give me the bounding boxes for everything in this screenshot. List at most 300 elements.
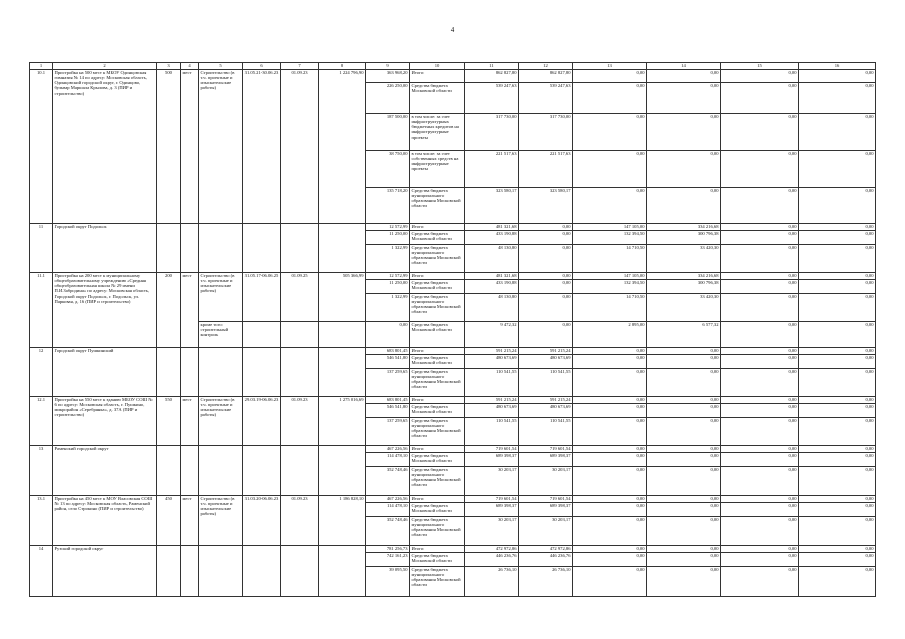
work-period-cell: [243, 348, 281, 397]
year-2023-cell: 446 236,76: [519, 553, 573, 567]
year-2025-cell: 0,00: [647, 114, 721, 151]
financed-before-cell: 38 750,00: [366, 151, 410, 188]
unit-cell: мест: [181, 397, 199, 446]
work-type-cell: [199, 446, 243, 496]
year-2025-cell: 0,00: [647, 418, 721, 446]
max-cost-cell: 1 224 796,90: [319, 70, 366, 224]
unit-cell: мест: [181, 496, 199, 546]
max-cost-cell: [319, 446, 366, 496]
year-2023-cell: 323 580,17: [519, 188, 573, 224]
financed-before-cell: 683 801,45: [366, 397, 410, 404]
funding-source-cell: Средства бюджета Московской области: [410, 231, 465, 245]
year-2026-cell: 0,00: [721, 517, 799, 546]
unit-cell: мест: [181, 273, 199, 348]
total-amount-cell: 110 541,55: [465, 369, 519, 397]
object-name-cell: Раменский городской округ: [53, 446, 157, 496]
total-amount-cell: 446 236,76: [465, 553, 519, 567]
year-2027-cell: 0,00: [799, 369, 876, 397]
total-amount-cell: 689 398,37: [465, 453, 519, 467]
year-2027-cell: 0,00: [799, 418, 876, 446]
year-2027-cell: 0,00: [799, 151, 876, 188]
year-2027-cell: 0,00: [799, 294, 876, 322]
header-cell: 6: [243, 63, 281, 70]
item-number-cell: 13.1: [30, 496, 53, 546]
max-cost-cell: 505 366,99: [319, 273, 366, 322]
financed-before-cell: 11 250,00: [366, 231, 410, 245]
year-2027-cell: 0,00: [799, 273, 876, 280]
funding-source-cell: Средства бюджета Московской области: [410, 503, 465, 517]
work-type-cell: [199, 546, 243, 597]
year-2025-cell: 334 216,68: [647, 224, 721, 231]
funding-source-cell: Итого:: [410, 273, 465, 280]
capacity-cell: [157, 224, 181, 273]
item-number-cell: 13: [30, 446, 53, 496]
max-cost-cell: [319, 322, 366, 348]
funding-source-cell: Средства бюджета Московской области: [410, 404, 465, 418]
financed-before-cell: 137 259,65: [366, 369, 410, 397]
year-2023-cell: 0,00: [519, 280, 573, 294]
max-cost-cell: [319, 348, 366, 397]
commission-date-cell: [281, 348, 319, 397]
total-amount-cell: 480 673,69: [465, 355, 519, 369]
year-2026-cell: 0,00: [721, 294, 799, 322]
year-2024-cell: 0,00: [573, 496, 647, 503]
year-2026-cell: 0,00: [721, 369, 799, 397]
year-2026-cell: 0,00: [721, 397, 799, 404]
work-type-cell: Строительство (в т.ч. проектные и изыскательские работы): [199, 397, 243, 446]
funding-source-cell: Средства бюджета Московской области: [410, 280, 465, 294]
year-2025-cell: 0,00: [647, 355, 721, 369]
year-2026-cell: 0,00: [721, 151, 799, 188]
header-cell: 1: [30, 63, 53, 70]
year-2025-cell: 0,00: [647, 546, 721, 553]
financed-before-cell: 781 256,73: [366, 546, 410, 553]
year-2027-cell: 0,00: [799, 245, 876, 273]
financed-before-cell: 352 748,46: [366, 517, 410, 546]
year-2025-cell: 0,00: [647, 467, 721, 496]
capacity-cell: [157, 546, 181, 597]
item-number-cell: 14: [30, 546, 53, 597]
funding-source-cell: Средства бюджета муниципального образования Московской области: [410, 369, 465, 397]
item-number-cell: 11: [30, 224, 53, 273]
total-amount-cell: 433 190,88: [465, 280, 519, 294]
year-2026-cell: 0,00: [721, 496, 799, 503]
work-period-cell: [243, 224, 281, 273]
year-2025-cell: 0,00: [647, 151, 721, 188]
year-2025-cell: 0,00: [647, 369, 721, 397]
year-2026-cell: 0,00: [721, 231, 799, 245]
year-2027-cell: 0,00: [799, 280, 876, 294]
year-2026-cell: 0,00: [721, 503, 799, 517]
year-2024-cell: 2 895,00: [573, 322, 647, 348]
year-2023-cell: 0,00: [519, 294, 573, 322]
work-type-cell: [199, 224, 243, 273]
year-2027-cell: 0,00: [799, 322, 876, 348]
year-2025-cell: 0,00: [647, 446, 721, 453]
year-2025-cell: 334 216,68: [647, 273, 721, 280]
year-2027-cell: 0,00: [799, 453, 876, 467]
total-amount-cell: 9 472,32: [465, 322, 519, 348]
year-2026-cell: 0,00: [721, 567, 799, 597]
financed-before-cell: 363 968,20: [366, 70, 410, 83]
financed-before-cell: 0,00: [366, 322, 410, 348]
year-2024-cell: 0,00: [573, 453, 647, 467]
year-2024-cell: 0,00: [573, 355, 647, 369]
year-2025-cell: 0,00: [647, 404, 721, 418]
year-2024-cell: 0,00: [573, 546, 647, 553]
total-amount-cell: 481 321,68: [465, 273, 519, 280]
funding-source-cell: Средства бюджета Московской области: [410, 83, 465, 114]
total-amount-cell: 26 736,10: [465, 567, 519, 597]
year-2026-cell: 0,00: [721, 546, 799, 553]
year-2024-cell: 0,00: [573, 369, 647, 397]
table-row: [30, 348, 876, 355]
year-2026-cell: 0,00: [721, 446, 799, 453]
year-2024-cell: 0,00: [573, 397, 647, 404]
year-2024-cell: 0,00: [573, 446, 647, 453]
year-2026-cell: 0,00: [721, 224, 799, 231]
funding-source-cell: Итого:: [410, 224, 465, 231]
total-amount-cell: 689 398,37: [465, 503, 519, 517]
year-2025-cell: 0,00: [647, 553, 721, 567]
header-cell: 3: [157, 63, 181, 70]
header-cell: 14: [647, 63, 721, 70]
max-cost-cell: 1 186 828,10: [319, 496, 366, 546]
year-2023-cell: 30 203,17: [519, 467, 573, 496]
financed-before-cell: 11 250,00: [366, 280, 410, 294]
total-amount-cell: 480 673,69: [465, 404, 519, 418]
year-2023-cell: 480 673,69: [519, 355, 573, 369]
financed-before-cell: 467 226,56: [366, 496, 410, 503]
year-2025-cell: 0,00: [647, 348, 721, 355]
commission-date-cell: 01.09.25: [281, 273, 319, 322]
financed-before-cell: 39 095,50: [366, 567, 410, 597]
year-2023-cell: 0,00: [519, 245, 573, 273]
year-2026-cell: 0,00: [721, 70, 799, 83]
funding-source-cell: Итого:: [410, 70, 465, 83]
year-2023-cell: 30 203,17: [519, 517, 573, 546]
year-2023-cell: 26 736,10: [519, 567, 573, 597]
work-type-cell: Строительство (в т.ч. проектные и изыскательские работы): [199, 70, 243, 224]
header-cell: 10: [410, 63, 465, 70]
year-2023-cell: 110 541,55: [519, 418, 573, 446]
year-2025-cell: 0,00: [647, 188, 721, 224]
financed-before-cell: 352 748,46: [366, 467, 410, 496]
year-2025-cell: 0,00: [647, 567, 721, 597]
commission-date-cell: [281, 446, 319, 496]
year-2027-cell: 0,00: [799, 503, 876, 517]
year-2027-cell: 0,00: [799, 567, 876, 597]
total-amount-cell: 719 601,54: [465, 446, 519, 453]
year-2025-cell: 33 420,30: [647, 245, 721, 273]
capacity-cell: [157, 348, 181, 397]
year-2027-cell: 0,00: [799, 467, 876, 496]
item-number-cell: 12.1: [30, 397, 53, 446]
funding-source-cell: Средства бюджета муниципального образования Московской области: [410, 418, 465, 446]
year-2024-cell: 0,00: [573, 114, 647, 151]
object-name-cell: Пристройка на 200 мест к муниципальному общеобразовательному учреждению «Средняя общеобразовательная школа № 29 имени П.И.Забродина» по адресу: Московская область, Городской округ Подольск, г. Подольск, ул. Парковая, д. 16 (ПИР и строительство): [53, 273, 157, 348]
year-2024-cell: 0,00: [573, 567, 647, 597]
funding-source-cell: в том числе: за счет собственных средств на инфраструктурные проекты: [410, 151, 465, 188]
work-type-cell: [199, 348, 243, 397]
year-2024-cell: 0,00: [573, 553, 647, 567]
table-row: [30, 70, 876, 83]
funding-source-cell: Средства бюджета Московской области: [410, 355, 465, 369]
header-cell: 5: [199, 63, 243, 70]
year-2023-cell: 719 601,54: [519, 496, 573, 503]
funding-source-cell: в том числе: за счет инфраструктурных бюджетных кредитов на инфраструктурные проекты: [410, 114, 465, 151]
total-amount-cell: 719 601,54: [465, 496, 519, 503]
funding-source-cell: Средства бюджета муниципального образования Московской области: [410, 188, 465, 224]
year-2025-cell: 33 420,30: [647, 294, 721, 322]
header-cell: 2: [53, 63, 157, 70]
total-amount-cell: 539 247,63: [465, 83, 519, 114]
work-type-cell: кроме того: строительный контроль: [199, 322, 243, 348]
financed-before-cell: 114 478,10: [366, 503, 410, 517]
year-2024-cell: 0,00: [573, 188, 647, 224]
header-cell: 7: [281, 63, 319, 70]
item-number-cell: 11.1: [30, 273, 53, 348]
object-name-cell: Рузский городской округ: [53, 546, 157, 597]
max-cost-cell: [319, 546, 366, 597]
commission-date-cell: [281, 322, 319, 348]
work-period-cell: 31.03.20-06.06.23: [243, 496, 281, 546]
year-2023-cell: 317 730,00: [519, 114, 573, 151]
financed-before-cell: 12 572,99: [366, 224, 410, 231]
commission-date-cell: 01.09.23: [281, 397, 319, 446]
funding-source-cell: Итого:: [410, 546, 465, 553]
year-2024-cell: 0,00: [573, 70, 647, 83]
work-period-cell: [243, 446, 281, 496]
year-2023-cell: 862 827,80: [519, 70, 573, 83]
header-cell: 13: [573, 63, 647, 70]
header-cell: 9: [366, 63, 410, 70]
year-2024-cell: 0,00: [573, 517, 647, 546]
year-2023-cell: 0,00: [519, 273, 573, 280]
unit-cell: [181, 348, 199, 397]
total-amount-cell: 591 215,24: [465, 397, 519, 404]
funding-source-cell: Итого:: [410, 496, 465, 503]
total-amount-cell: 481 321,68: [465, 224, 519, 231]
year-2026-cell: 0,00: [721, 114, 799, 151]
header-row: [30, 63, 876, 70]
year-2027-cell: 0,00: [799, 517, 876, 546]
table-row: [30, 546, 876, 553]
financed-before-cell: 12 572,99: [366, 273, 410, 280]
unit-cell: [181, 546, 199, 597]
work-period-cell: [243, 322, 281, 348]
item-number-cell: 12: [30, 348, 53, 397]
funding-source-cell: Средства бюджета муниципального образования Московской области: [410, 294, 465, 322]
financed-before-cell: 1 322,99: [366, 294, 410, 322]
year-2027-cell: 0,00: [799, 188, 876, 224]
year-2026-cell: 0,00: [721, 348, 799, 355]
year-2023-cell: 0,00: [519, 322, 573, 348]
header-cell: 12: [519, 63, 573, 70]
year-2026-cell: 0,00: [721, 404, 799, 418]
funding-source-cell: Средства бюджета Московской области: [410, 553, 465, 567]
funding-source-cell: Средства бюджета муниципального образования Московской области: [410, 517, 465, 546]
year-2027-cell: 0,00: [799, 114, 876, 151]
funding-source-cell: Итого:: [410, 397, 465, 404]
header-cell: 15: [721, 63, 799, 70]
year-2027-cell: 0,00: [799, 231, 876, 245]
work-type-cell: Строительство (в т.ч. проектные и изыскательские работы): [199, 496, 243, 546]
year-2025-cell: 0,00: [647, 70, 721, 83]
year-2026-cell: 0,00: [721, 553, 799, 567]
total-amount-cell: 221 517,63: [465, 151, 519, 188]
financed-before-cell: 137 259,65: [366, 418, 410, 446]
capacity-cell: 500: [157, 70, 181, 224]
financed-before-cell: 114 478,10: [366, 453, 410, 467]
unit-cell: [181, 446, 199, 496]
year-2027-cell: 0,00: [799, 348, 876, 355]
year-2027-cell: 0,00: [799, 355, 876, 369]
total-amount-cell: 30 203,17: [465, 467, 519, 496]
year-2024-cell: 147 105,00: [573, 224, 647, 231]
year-2023-cell: 110 541,55: [519, 369, 573, 397]
financed-before-cell: 226 250,00: [366, 83, 410, 114]
year-2025-cell: 0,00: [647, 397, 721, 404]
year-2023-cell: 472 972,86: [519, 546, 573, 553]
capacity-cell: 550: [157, 397, 181, 446]
total-amount-cell: 472 972,86: [465, 546, 519, 553]
year-2024-cell: 132 394,50: [573, 231, 647, 245]
year-2026-cell: 0,00: [721, 280, 799, 294]
investment-table: [29, 62, 876, 597]
commission-date-cell: [281, 546, 319, 597]
work-period-cell: 29.03.19-06.06.23: [243, 397, 281, 446]
financed-before-cell: 1 322,99: [366, 245, 410, 273]
table-row: [30, 496, 876, 503]
header-cell: 8: [319, 63, 366, 70]
year-2026-cell: 0,00: [721, 355, 799, 369]
year-2024-cell: 147 105,00: [573, 273, 647, 280]
year-2024-cell: 0,00: [573, 348, 647, 355]
year-2027-cell: 0,00: [799, 553, 876, 567]
max-cost-cell: 1 275 016,69: [319, 397, 366, 446]
financed-before-cell: 467 226,56: [366, 446, 410, 453]
financed-before-cell: 187 500,00: [366, 114, 410, 151]
total-amount-cell: 433 190,88: [465, 231, 519, 245]
unit-cell: мест: [181, 70, 199, 224]
funding-source-cell: Итого:: [410, 348, 465, 355]
header-cell: 16: [799, 63, 876, 70]
year-2023-cell: 689 398,37: [519, 503, 573, 517]
work-period-cell: [243, 546, 281, 597]
commission-date-cell: [281, 224, 319, 273]
object-name-cell: Пристройка на 450 мест к МОУ Власовская СОШ № 13 по адресу: Московская область, Раменский район, село Строкино (ПИР и строительство): [53, 496, 157, 546]
year-2027-cell: 0,00: [799, 496, 876, 503]
capacity-cell: [157, 446, 181, 496]
total-amount-cell: 110 541,55: [465, 418, 519, 446]
year-2023-cell: 689 398,37: [519, 453, 573, 467]
table-row: [30, 224, 876, 231]
total-amount-cell: 862 827,80: [465, 70, 519, 83]
year-2025-cell: 0,00: [647, 453, 721, 467]
year-2026-cell: 0,00: [721, 418, 799, 446]
year-2025-cell: 300 796,38: [647, 280, 721, 294]
year-2025-cell: 0,00: [647, 496, 721, 503]
year-2027-cell: 0,00: [799, 404, 876, 418]
year-2027-cell: 0,00: [799, 546, 876, 553]
year-2023-cell: 591 215,24: [519, 348, 573, 355]
financed-before-cell: 546 541,80: [366, 355, 410, 369]
work-type-cell: Строительство (в т.ч. проектные и изыскательские работы): [199, 273, 243, 322]
capacity-cell: 200: [157, 273, 181, 348]
year-2025-cell: 300 796,38: [647, 231, 721, 245]
funding-source-cell: Средства бюджета Московской области: [410, 322, 465, 348]
year-2026-cell: 0,00: [721, 245, 799, 273]
commission-date-cell: 01.09.23: [281, 496, 319, 546]
table-row: [30, 446, 876, 453]
year-2025-cell: 6 577,32: [647, 322, 721, 348]
header-cell: 4: [181, 63, 199, 70]
year-2027-cell: 0,00: [799, 224, 876, 231]
financed-before-cell: 135 718,20: [366, 188, 410, 224]
header-cell: 11: [465, 63, 519, 70]
year-2024-cell: 0,00: [573, 503, 647, 517]
year-2025-cell: 0,00: [647, 517, 721, 546]
year-2024-cell: 14 710,50: [573, 245, 647, 273]
total-amount-cell: 48 130,80: [465, 245, 519, 273]
table-row: [30, 273, 876, 280]
year-2027-cell: 0,00: [799, 397, 876, 404]
item-number-cell: 10.1: [30, 70, 53, 224]
year-2023-cell: 0,00: [519, 231, 573, 245]
financed-before-cell: 683 801,45: [366, 348, 410, 355]
table-row: [30, 397, 876, 404]
year-2023-cell: 539 247,63: [519, 83, 573, 114]
object-name-cell: Городской округ Пушкинский: [53, 348, 157, 397]
year-2023-cell: 221 517,63: [519, 151, 573, 188]
year-2024-cell: 0,00: [573, 83, 647, 114]
financed-before-cell: 546 541,80: [366, 404, 410, 418]
total-amount-cell: 323 580,17: [465, 188, 519, 224]
year-2025-cell: 0,00: [647, 503, 721, 517]
object-name-cell: Пристройка на 500 мест к МБОУ Одинцовская гимназия № 14 по адресу: Московская область, Одинцовский городской округ, г. Одинцово, бульвар Маршала Крылова, д. 3 (ПИР и строительство): [53, 70, 157, 224]
funding-source-cell: Средства бюджета муниципального образования Московской области: [410, 467, 465, 496]
commission-date-cell: 01.09.23: [281, 70, 319, 224]
year-2023-cell: 0,00: [519, 224, 573, 231]
unit-cell: [181, 224, 199, 273]
year-2023-cell: 719 601,54: [519, 446, 573, 453]
year-2024-cell: 0,00: [573, 151, 647, 188]
year-2025-cell: 0,00: [647, 83, 721, 114]
year-2027-cell: 0,00: [799, 83, 876, 114]
year-2023-cell: 480 673,69: [519, 404, 573, 418]
object-name-cell: Пристройка на 550 мест к зданию МБОУ СОШ № 6 по адресу: Московская область, г. Пушкино, микрорайон «Серебрянка», д. 37А (ПИР и строительство): [53, 397, 157, 446]
year-2024-cell: 0,00: [573, 418, 647, 446]
year-2024-cell: 0,00: [573, 467, 647, 496]
funding-source-cell: Средства бюджета муниципального образования Московской области: [410, 245, 465, 273]
year-2026-cell: 0,00: [721, 453, 799, 467]
year-2027-cell: 0,00: [799, 446, 876, 453]
page-number: 4: [450, 26, 455, 34]
object-name-cell: Городской округ Подольск: [53, 224, 157, 273]
year-2024-cell: 132 394,50: [573, 280, 647, 294]
year-2026-cell: 0,00: [721, 273, 799, 280]
year-2027-cell: 0,00: [799, 70, 876, 83]
year-2026-cell: 0,00: [721, 467, 799, 496]
funding-source-cell: Средства бюджета муниципального образования Московской области: [410, 567, 465, 597]
funding-source-cell: Итого:: [410, 446, 465, 453]
year-2026-cell: 0,00: [721, 188, 799, 224]
total-amount-cell: 48 130,80: [465, 294, 519, 322]
year-2026-cell: 0,00: [721, 322, 799, 348]
total-amount-cell: 317 730,00: [465, 114, 519, 151]
financed-before-cell: 742 161,23: [366, 553, 410, 567]
